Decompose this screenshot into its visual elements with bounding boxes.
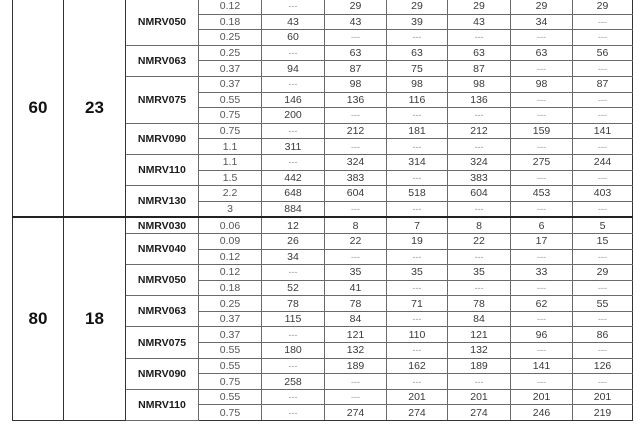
value-cell: 212 [325, 123, 387, 139]
value-cell: --- [573, 201, 633, 217]
value-cell: 34 [511, 14, 573, 30]
value-cell: --- [262, 358, 325, 374]
value-cell: --- [387, 249, 448, 265]
value-cell: 159 [511, 123, 573, 139]
value-cell: 35 [325, 265, 387, 281]
value-cell: --- [262, 327, 325, 343]
model-cell: NMRV130 [126, 186, 199, 218]
value-cell: --- [325, 374, 387, 390]
value-cell: --- [573, 108, 633, 124]
value-cell: --- [448, 139, 511, 155]
value-cell: 244 [573, 154, 633, 170]
value-cell: 71 [387, 296, 448, 312]
value-cell: 201 [573, 389, 633, 405]
value-cell: 84 [325, 311, 387, 327]
value-cell: 86 [573, 327, 633, 343]
value-cell: 84 [448, 311, 511, 327]
value-cell: --- [511, 201, 573, 217]
value-cell: 201 [448, 389, 511, 405]
value-cell: 274 [448, 405, 511, 421]
value-cell: 200 [262, 108, 325, 124]
value-cell: --- [448, 108, 511, 124]
model-cell: NMRV030 [126, 217, 199, 233]
value-cell: 87 [325, 61, 387, 77]
power-kw-cell: 0.75 [199, 374, 262, 390]
value-cell: 29 [511, 0, 573, 14]
value-cell: --- [325, 139, 387, 155]
value-cell: --- [573, 249, 633, 265]
value-cell: 15 [573, 233, 633, 249]
value-cell: --- [262, 0, 325, 14]
value-cell: --- [511, 311, 573, 327]
value-cell: --- [573, 139, 633, 155]
value-cell: --- [573, 14, 633, 30]
value-cell: --- [511, 61, 573, 77]
value-cell: --- [448, 280, 511, 296]
value-cell: --- [387, 201, 448, 217]
value-cell: --- [511, 280, 573, 296]
value-cell: --- [325, 389, 387, 405]
value-cell: 63 [325, 45, 387, 61]
value-cell: --- [262, 154, 325, 170]
value-cell: 141 [511, 358, 573, 374]
value-cell: 52 [262, 280, 325, 296]
value-cell: 146 [262, 92, 325, 108]
value-cell: 136 [325, 92, 387, 108]
value-cell: 60 [262, 30, 325, 46]
value-cell: 63 [387, 45, 448, 61]
value-cell: --- [387, 280, 448, 296]
value-cell: --- [573, 311, 633, 327]
value-cell: 39 [387, 14, 448, 30]
value-cell: 33 [511, 265, 573, 281]
value-cell: 22 [325, 233, 387, 249]
value-cell: 63 [511, 45, 573, 61]
power-kw-cell: 0.75 [199, 405, 262, 421]
value-cell: --- [448, 374, 511, 390]
value-cell: 63 [448, 45, 511, 61]
power-kw-cell: 0.55 [199, 389, 262, 405]
value-cell: --- [325, 30, 387, 46]
value-cell: 22 [448, 233, 511, 249]
power-kw-cell: 0.12 [199, 249, 262, 265]
model-cell: NMRV063 [126, 296, 199, 327]
value-cell: 453 [511, 186, 573, 202]
value-cell: --- [448, 249, 511, 265]
value-cell: 98 [325, 76, 387, 92]
value-cell: 180 [262, 343, 325, 359]
value-cell: 98 [511, 76, 573, 92]
power-kw-cell: 0.12 [199, 265, 262, 281]
value-cell: 41 [325, 280, 387, 296]
value-cell: 132 [448, 343, 511, 359]
value-cell: 274 [325, 405, 387, 421]
value-cell: --- [262, 389, 325, 405]
value-cell: 258 [262, 374, 325, 390]
value-cell: --- [325, 249, 387, 265]
value-cell: 75 [387, 61, 448, 77]
value-cell: 189 [448, 358, 511, 374]
value-cell: --- [387, 170, 448, 186]
value-cell: 604 [448, 186, 511, 202]
value-cell: --- [573, 374, 633, 390]
value-cell: 121 [325, 327, 387, 343]
value-cell: 311 [262, 139, 325, 155]
value-cell: 219 [573, 405, 633, 421]
output-speed-cell: 18 [64, 217, 126, 420]
power-kw-cell: 0.37 [199, 327, 262, 343]
value-cell: 383 [325, 170, 387, 186]
value-cell: 43 [325, 14, 387, 30]
model-cell: NMRV050 [126, 265, 199, 296]
value-cell: 275 [511, 154, 573, 170]
value-cell: 78 [325, 296, 387, 312]
value-cell: 884 [262, 201, 325, 217]
value-cell: --- [387, 108, 448, 124]
power-kw-cell: 1.1 [199, 139, 262, 155]
output-speed-cell: 23 [64, 0, 126, 217]
power-kw-cell: 0.18 [199, 280, 262, 296]
value-cell: 132 [325, 343, 387, 359]
power-kw-cell: 0.37 [199, 311, 262, 327]
value-cell: 324 [448, 154, 511, 170]
value-cell: 26 [262, 233, 325, 249]
power-kw-cell: 0.75 [199, 123, 262, 139]
value-cell: 8 [325, 217, 387, 233]
power-kw-cell: 0.37 [199, 61, 262, 77]
model-cell: NMRV075 [126, 327, 199, 358]
value-cell: 115 [262, 311, 325, 327]
power-kw-cell: 0.18 [199, 14, 262, 30]
power-kw-cell: 1.5 [199, 170, 262, 186]
ratio-cell: 80 [13, 217, 64, 420]
value-cell: --- [262, 265, 325, 281]
value-cell: 126 [573, 358, 633, 374]
value-cell: 442 [262, 170, 325, 186]
value-cell: --- [511, 249, 573, 265]
power-kw-cell: 2.2 [199, 186, 262, 202]
value-cell: 17 [511, 233, 573, 249]
value-cell: --- [262, 76, 325, 92]
value-cell: 29 [573, 265, 633, 281]
value-cell: --- [573, 170, 633, 186]
value-cell: 314 [387, 154, 448, 170]
value-cell: 35 [387, 265, 448, 281]
value-cell: 8 [448, 217, 511, 233]
value-cell: 648 [262, 186, 325, 202]
power-kw-cell: 0.55 [199, 343, 262, 359]
value-cell: 5 [573, 217, 633, 233]
power-kw-cell: 0.55 [199, 92, 262, 108]
value-cell: --- [448, 30, 511, 46]
value-cell: 116 [387, 92, 448, 108]
value-cell: --- [511, 30, 573, 46]
value-cell: --- [573, 343, 633, 359]
value-cell: 78 [448, 296, 511, 312]
value-cell: 96 [511, 327, 573, 343]
table-body [13, 0, 633, 421]
value-cell: --- [262, 45, 325, 61]
value-cell: --- [387, 311, 448, 327]
value-cell: 43 [262, 14, 325, 30]
model-cell: NMRV090 [126, 358, 199, 389]
value-cell: --- [262, 405, 325, 421]
value-cell: --- [387, 139, 448, 155]
value-cell: 29 [325, 0, 387, 14]
value-cell: 201 [511, 389, 573, 405]
power-kw-cell: 0.75 [199, 108, 262, 124]
table-row [13, 0, 633, 14]
power-kw-cell: 0.06 [199, 217, 262, 233]
value-cell: 19 [387, 233, 448, 249]
value-cell: 141 [573, 123, 633, 139]
power-kw-cell: 1.1 [199, 154, 262, 170]
value-cell: 87 [573, 76, 633, 92]
value-cell: 87 [448, 61, 511, 77]
power-kw-cell: 0.55 [199, 358, 262, 374]
value-cell: 29 [448, 0, 511, 14]
value-cell: --- [387, 343, 448, 359]
value-cell: 6 [511, 217, 573, 233]
value-cell: 78 [262, 296, 325, 312]
value-cell: 201 [387, 389, 448, 405]
value-cell: 98 [387, 76, 448, 92]
value-cell: 403 [573, 186, 633, 202]
value-cell: 98 [448, 76, 511, 92]
value-cell: 35 [448, 265, 511, 281]
value-cell: --- [511, 92, 573, 108]
value-cell: --- [448, 201, 511, 217]
value-cell: 189 [325, 358, 387, 374]
value-cell: 274 [387, 405, 448, 421]
model-cell: NMRV110 [126, 154, 199, 185]
value-cell: --- [511, 108, 573, 124]
value-cell: 34 [262, 249, 325, 265]
model-cell: NMRV090 [126, 123, 199, 154]
table-row [13, 217, 633, 233]
power-kw-cell: 0.09 [199, 233, 262, 249]
value-cell: 110 [387, 327, 448, 343]
value-cell: --- [511, 374, 573, 390]
value-cell: 604 [325, 186, 387, 202]
value-cell: --- [573, 280, 633, 296]
value-cell: 62 [511, 296, 573, 312]
power-kw-cell: 0.37 [199, 76, 262, 92]
value-cell: 43 [448, 14, 511, 30]
value-cell: 56 [573, 45, 633, 61]
value-cell: --- [325, 201, 387, 217]
value-cell: --- [387, 30, 448, 46]
value-cell: 162 [387, 358, 448, 374]
power-kw-cell: 0.25 [199, 30, 262, 46]
ratio-cell: 60 [13, 0, 64, 217]
power-kw-cell: 0.25 [199, 45, 262, 61]
value-cell: 12 [262, 217, 325, 233]
model-cell: NMRV050 [126, 0, 199, 45]
value-cell: --- [325, 108, 387, 124]
value-cell: 181 [387, 123, 448, 139]
model-cell: NMRV040 [126, 233, 199, 264]
value-cell: --- [511, 170, 573, 186]
value-cell: --- [573, 92, 633, 108]
value-cell: --- [387, 374, 448, 390]
power-kw-cell: 0.12 [199, 0, 262, 14]
value-cell: 246 [511, 405, 573, 421]
model-cell: NMRV075 [126, 76, 199, 123]
value-cell: 29 [387, 0, 448, 14]
value-cell: 518 [387, 186, 448, 202]
power-kw-cell: 0.25 [199, 296, 262, 312]
value-cell: 94 [262, 61, 325, 77]
value-cell: --- [511, 343, 573, 359]
model-cell: NMRV110 [126, 389, 199, 420]
value-cell: 55 [573, 296, 633, 312]
value-cell: 121 [448, 327, 511, 343]
gearbox-selection-table [12, 0, 633, 421]
value-cell: --- [573, 61, 633, 77]
power-kw-cell: 3 [199, 201, 262, 217]
value-cell: --- [511, 139, 573, 155]
value-cell: 29 [573, 0, 633, 14]
value-cell: --- [262, 123, 325, 139]
model-cell: NMRV063 [126, 45, 199, 76]
value-cell: --- [573, 30, 633, 46]
value-cell: 212 [448, 123, 511, 139]
value-cell: 324 [325, 154, 387, 170]
value-cell: 383 [448, 170, 511, 186]
value-cell: 136 [448, 92, 511, 108]
value-cell: 7 [387, 217, 448, 233]
